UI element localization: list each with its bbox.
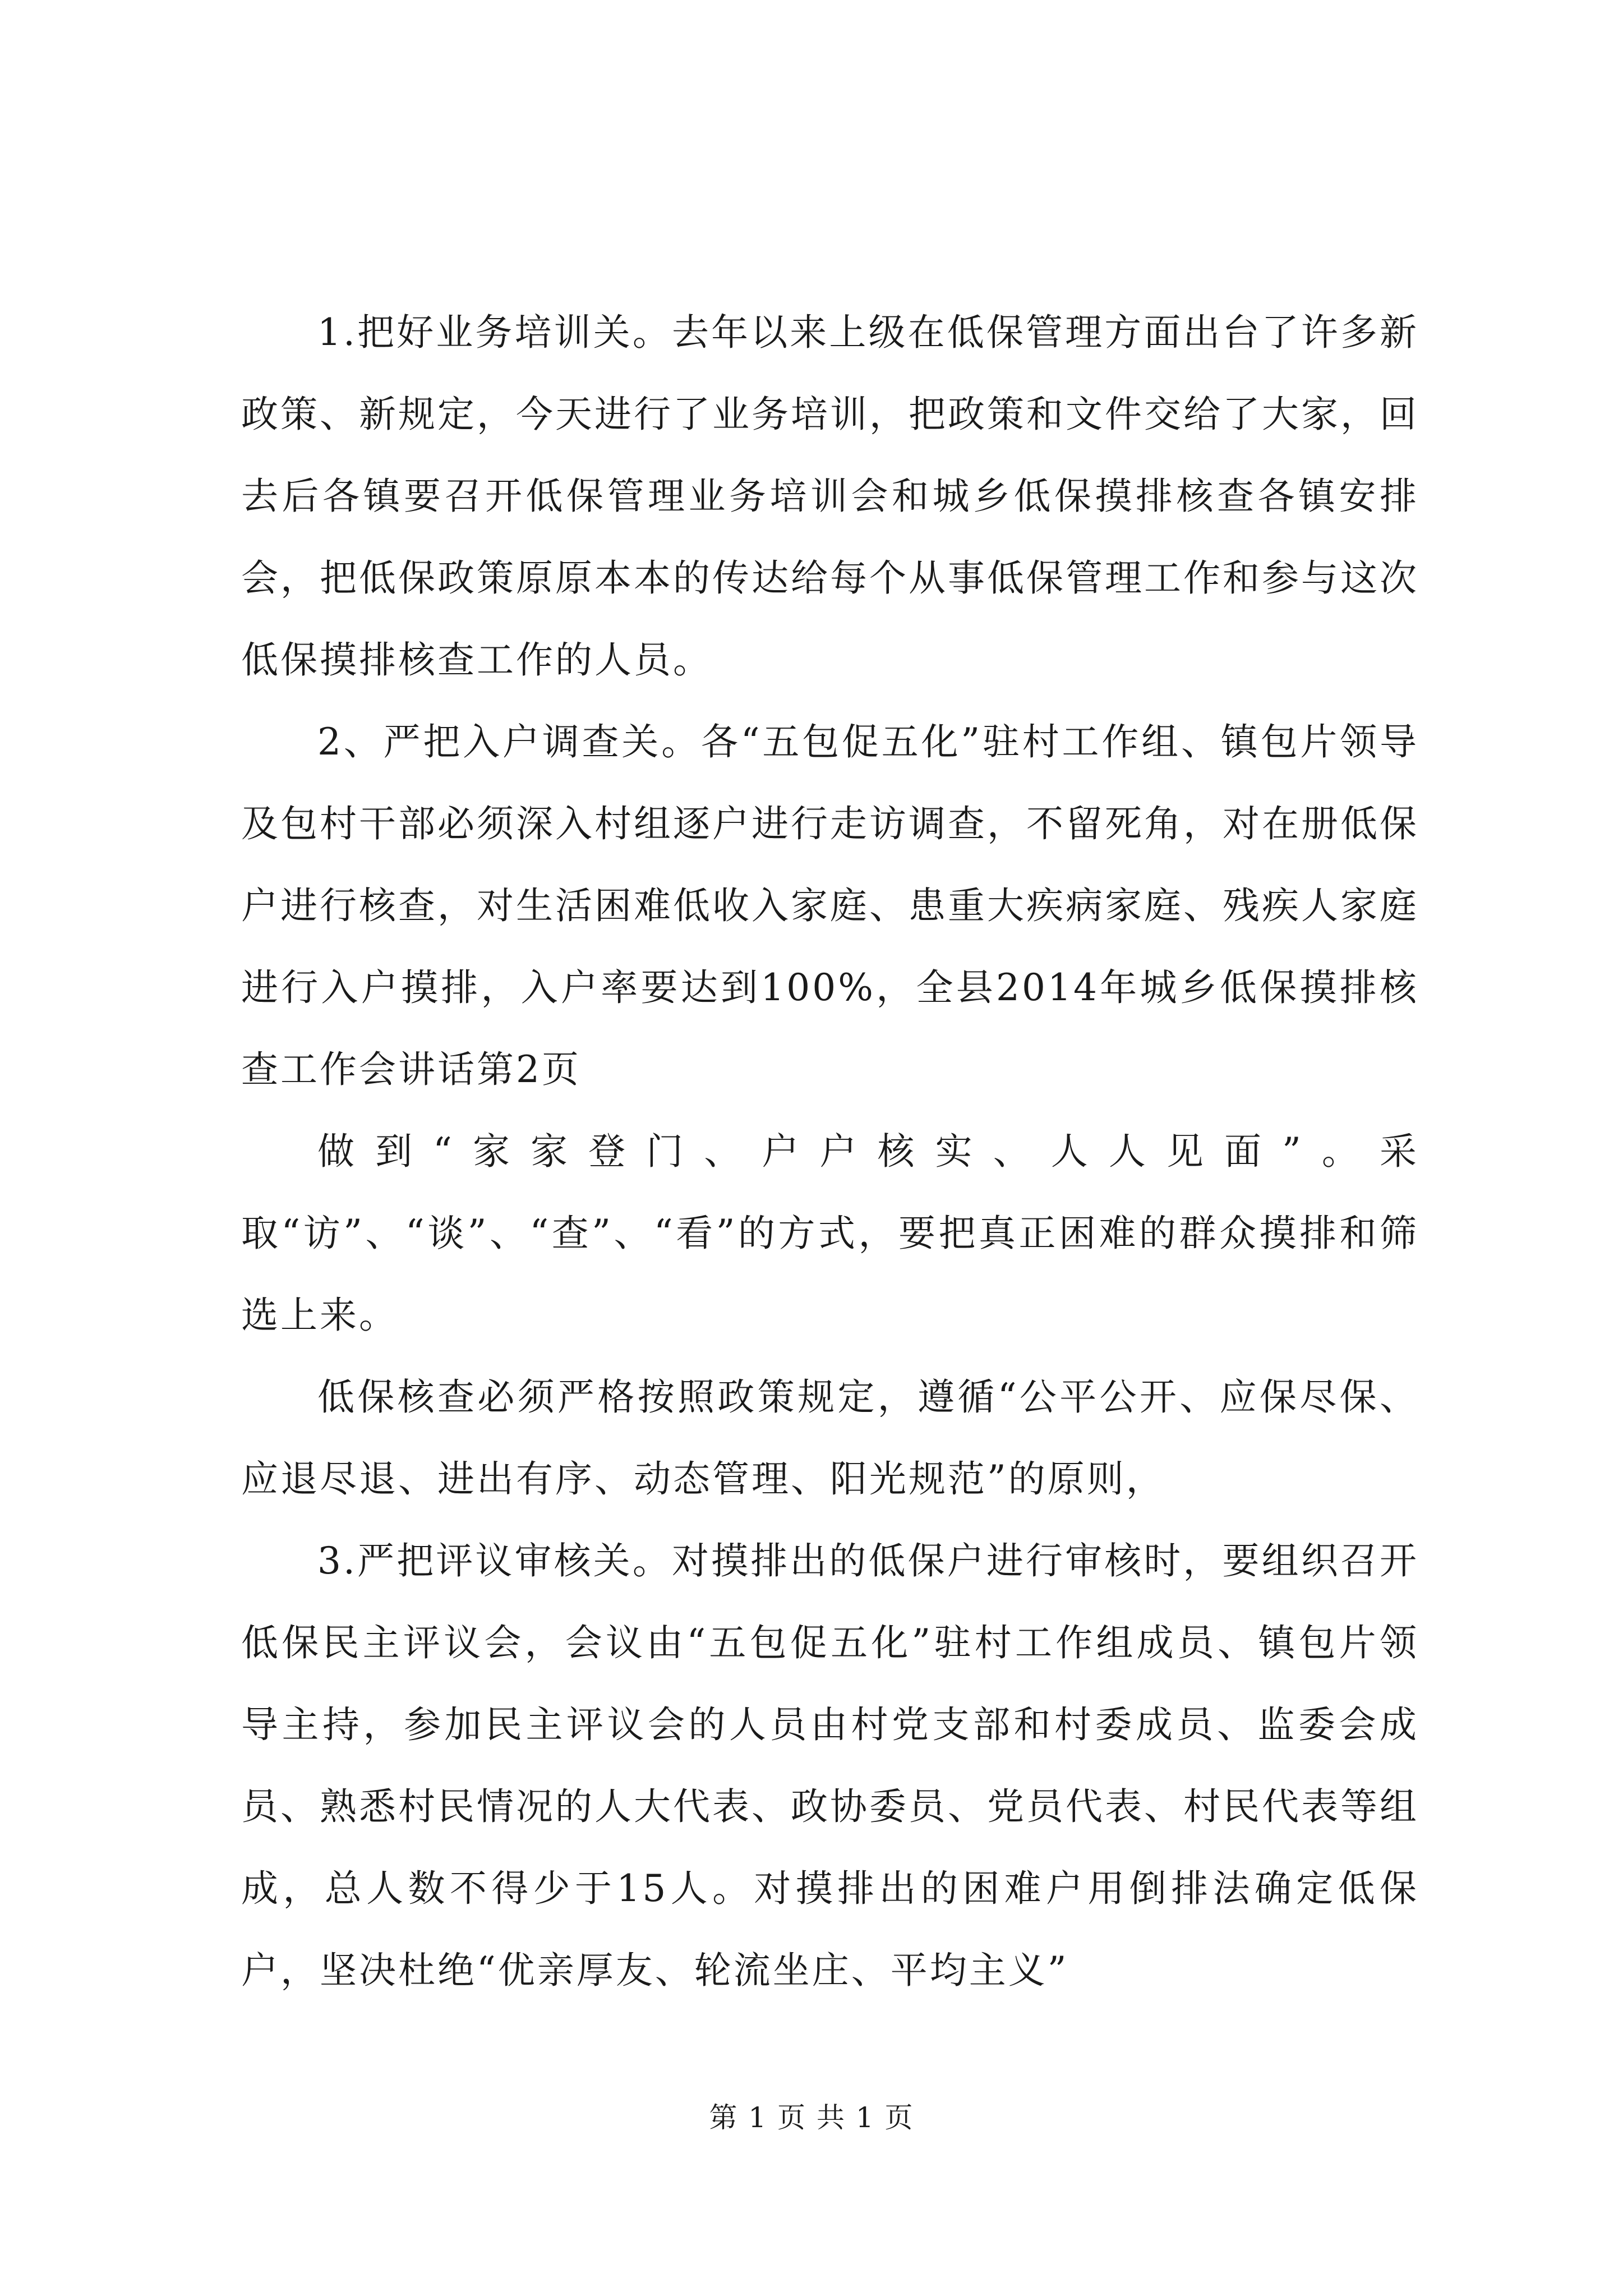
paragraph-business-training: 1.把好业务培训关。去年以来上级在低保管理方面出台了许多新政策、新规定，今天进行了业务培训，把政策和文件交给了大家，回去后各镇要召开低保管理业务培训会和城乡低保摸排核查各镇安排会，把低保政策原原本本的传达给每个从事低保管理工作和参与这次低保摸排核查工作的人员。 xyxy=(241,311,1419,682)
paragraph-review-approval: 3.严把评议审核关。对摸排出的低保户进行审核时，要组织召开低保民主评议会，会议由“五包促五化”驻村工作组成员、镇包片领导主持，参加民主评议会的人员由村党支部和村委成员、监委会成员、熟悉村民情况的人大代表、政协委员、党员代表、村民代表等组成，总人数不得少于15人。对摸排出的困难户用倒排法确定低保户，坚决杜绝“优亲厚友、轮流坐庄、平均主义” xyxy=(241,1539,1419,1992)
paragraph-visit-methods: 做到“家家登门、户户核实、人人见面”。采取“访”、“谈”、“查”、“看”的方式，要把真正困难的群众摸排和筛选上来。 xyxy=(241,1130,1419,1337)
paragraph-household-survey: 2、严把入户调查关。各“五包促五化”驻村工作组、镇包片领导及包村干部必须深入村组逐户进行走访调查，不留死角，对在册低保户进行核查，对生活困难低收入家庭、患重大疾病家庭、残疾人家庭进行入户摸排，入户率要达到100%，全县2014年城乡低保摸排核查工作会讲话第2页 xyxy=(241,720,1419,1091)
document-body xyxy=(241,292,1419,2012)
page-footer: 第 1 页 共 1 页 xyxy=(709,2101,914,2134)
paragraph-verification-principles: 低保核查必须严格按照政策规定，遵循“公平公开、应保尽保、应退尽退、进出有序、动态管理、阳光规范”的原则， xyxy=(241,1375,1419,1501)
